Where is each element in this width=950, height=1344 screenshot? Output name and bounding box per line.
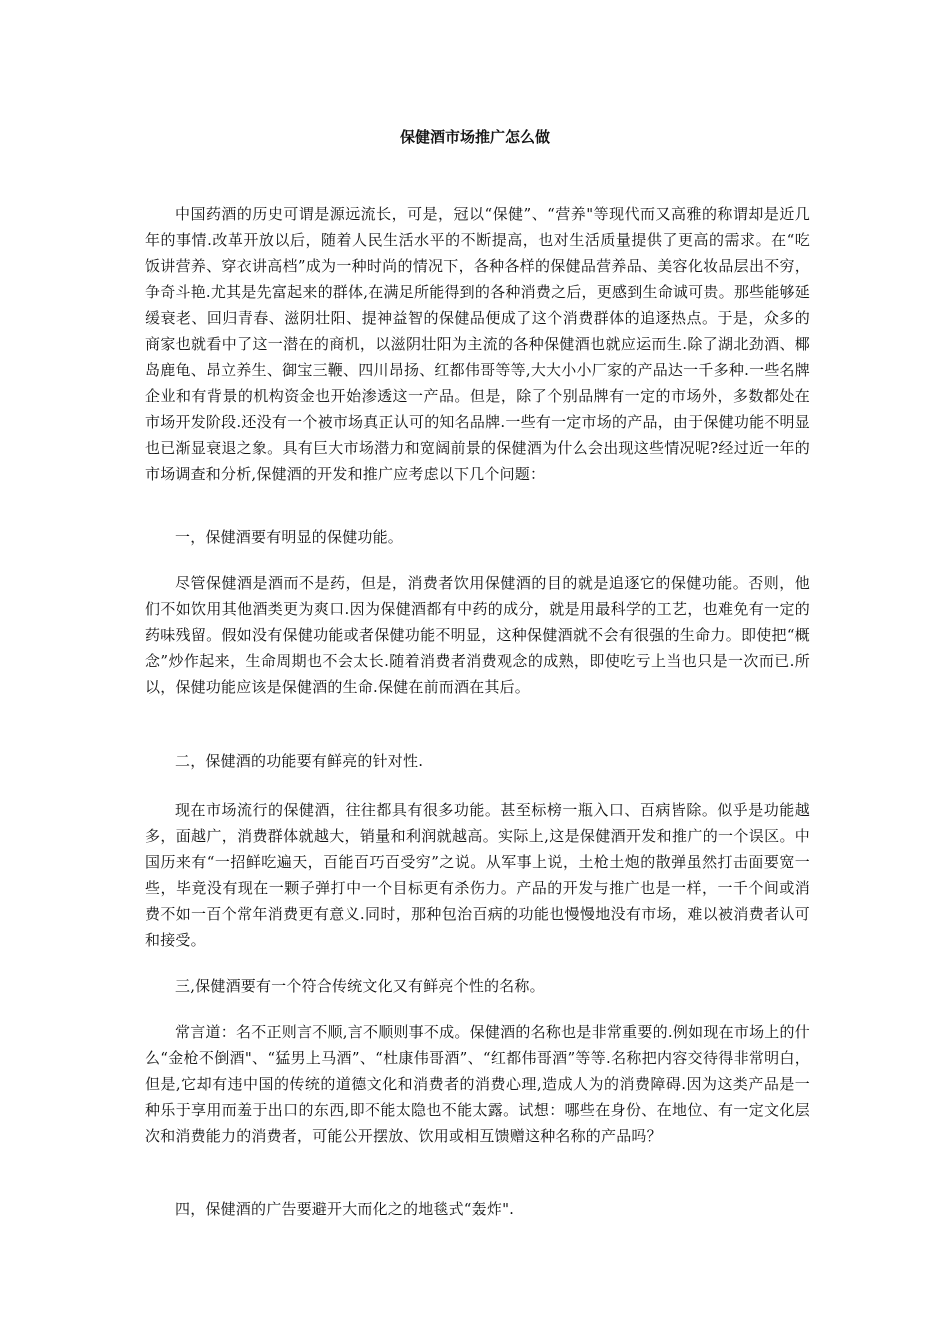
section-3-paragraph: 常言道：名不正则言不顺,言不顺则事不成。保健酒的名称也是非常重要的.例如现在市场上的什么“金枪不倒酒"、“猛男上马酒”、“杜康伟哥酒”、“红都伟哥酒”等等.名称把内容交待得非常明白，但是,它却有违中国的传统的道德文化和消费者的消费心理,造成人为的消费障碍.因为这类产品是一种乐于享用而羞于出口的东西,即不能太隐也不能太露。试想：哪些在身份、在地位、有一定文化层次和消费能力的消费者，可能公开摆放、饮用或相互馈赠这种名称的产品吗？: [145, 1023, 810, 1145]
section-1-heading: 一，保健酒要有明显的保健功能。: [175, 528, 404, 546]
section-3-heading: 三,保健酒要有一个符合传统文化又有鲜亮个性的名称。: [175, 977, 545, 995]
intro-paragraph: 中国药酒的历史可谓是源远流长，可是，冠以“保健”、“营养"等现代而又高雅的称谓却是近几年的事情.改革开放以后，随着人民生活水平的不断提高，也对生活质量提供了更高的需求。在“吃饭讲营养、穿衣讲高档”成为一种时尚的情况下，各种各样的保健品营养品、美容化妆品层出不穷，争奇斗艳.尤其是先富起来的群体,在满足所能得到的各种消费之后，更感到生命诚可贵。那些能够延缓衰老、回归青春、滋阴壮阳、提神益智的保健品便成了这个消费群体的追逐热点。于是，众多的商家也就看中了这一潜在的商机，以滋阴壮阳为主流的各种保健酒也就应运而生.除了湖北劲酒、椰岛鹿龟、昂立养生、御宝三鞭、四川昂扬、红都伟哥等等,大大小小厂家的产品达一千多种.一些名牌企业和有背景的机构资金也开始渗透这一产品。但是，除了个别品牌有一定的市场外，多数都处在市场开发阶段.还没有一个被市场真正认可的知名品牌.一些有一定市场的产品，由于保健功能不明显也已渐显衰退之象。具有巨大市场潜力和宽阔前景的保健酒为什么会出现这些情况呢?经过近一年的市场调查和分析,保健酒的开发和推广应考虑以下几个问题：: [145, 205, 810, 483]
section-1-paragraph: 尽管保健酒是酒而不是药，但是，消费者饮用保健酒的目的就是追逐它的保健功能。否则，他们不如饮用其他酒类更为爽口.因为保健酒都有中药的成分，就是用最科学的工艺，也难免有一定的药味残留。假如没有保健功能或者保健功能不明显，这种保健酒就不会有很强的生命力。即使把“概念”炒作起来，生命周期也不会太长.随着消费者消费观念的成熟，即使吃亏上当也只是一次而已.所以，保健功能应该是保健酒的生命.保健在前而酒在其后。: [145, 574, 810, 696]
document-title: 保健酒市场推广怎么做: [399, 128, 550, 146]
section-2-paragraph: 现在市场流行的保健酒，往往都具有很多功能。甚至标榜一瓶入口、百病皆除。似乎是功能越多，面越广，消费群体就越大，销量和利润就越高。实际上,这是保健酒开发和推广的一个误区。中国历来有“一招鲜吃遍天，百能百巧百受穷”之说。从军事上说，土枪土炮的散弹虽然打击面要宽一些，毕竟没有现在一颗子弹打中一个目标更有杀伤力。产品的开发与推广也是一样，一千个间或消费不如一百个常年消费更有意义.同时，那种包治百病的功能也慢慢地没有市场，难以被消费者认可和接受。: [145, 801, 810, 949]
section-2-heading: 二，保健酒的功能要有鲜亮的针对性.: [175, 752, 424, 770]
section-4-heading: 四，保健酒的广告要避开大而化之的地毯式“轰炸".: [175, 1200, 515, 1218]
